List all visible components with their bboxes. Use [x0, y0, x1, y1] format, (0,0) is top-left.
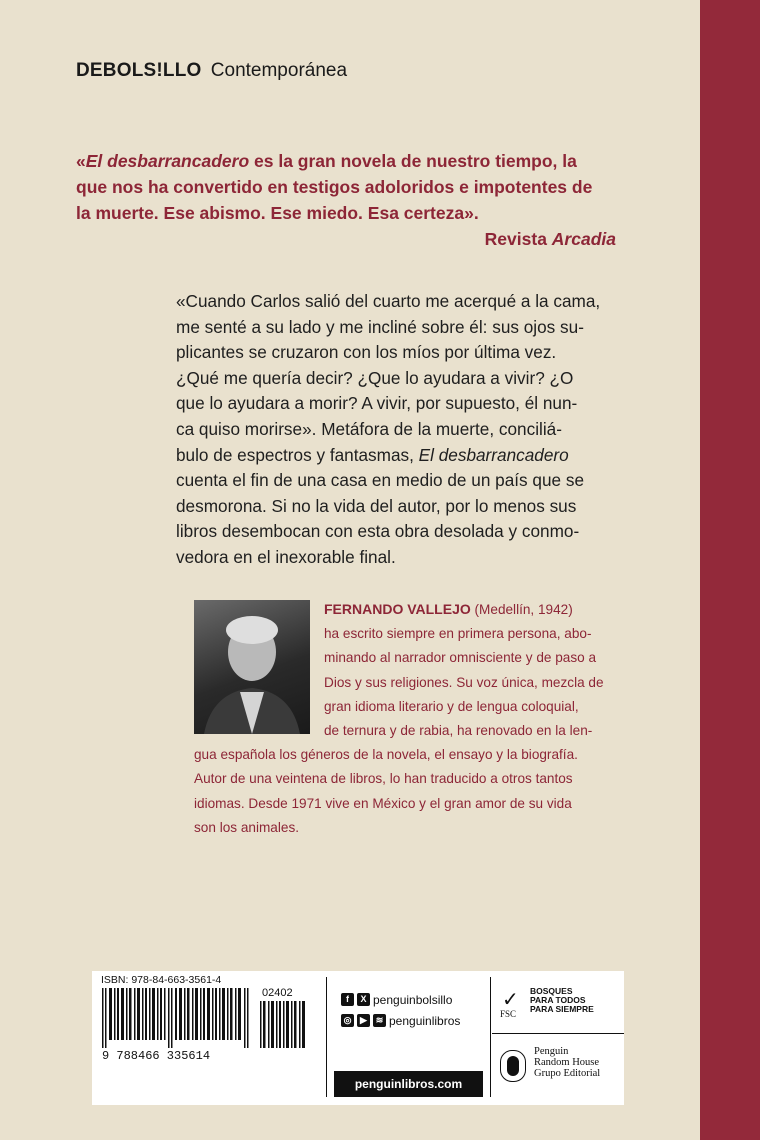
quote-open: « — [76, 151, 86, 171]
author-origin: (Medellín, 1942) — [470, 602, 573, 617]
publisher-brand — [76, 60, 347, 82]
youtube-icon[interactable]: ▶ — [357, 1014, 370, 1027]
spine-band — [700, 0, 760, 1140]
synopsis-line: plicantes se cruzaron con los míos por última vez. — [176, 342, 557, 363]
author-name: FERNANDO VALLEJO — [324, 601, 471, 617]
synopsis-line: ¿Qué me quería decir? ¿Que lo ayudara a vivir? ¿O — [176, 367, 574, 388]
instagram-icon[interactable]: ◎ — [341, 1014, 354, 1027]
quote-source — [485, 226, 616, 252]
synopsis-line: cuenta el fin de una casa en medio de un país que se — [176, 470, 585, 491]
prh-line: Random House — [534, 1057, 600, 1068]
social-links — [341, 989, 460, 1031]
author-bio-line — [194, 597, 618, 622]
fsc-label: FSC — [500, 1009, 517, 1019]
bosques-line: PARA TODOS — [530, 995, 586, 1005]
footer-hline — [492, 1033, 624, 1034]
x-icon[interactable]: X — [357, 993, 370, 1006]
author-bio-line: Autor de una veintena de libros, lo han traducido a otros tantos — [194, 771, 573, 787]
social-handle[interactable]: penguinbolsillo — [373, 992, 453, 1007]
footer-divider — [490, 977, 491, 1097]
quote-line — [76, 148, 616, 174]
synopsis-text: bulo de espectros y fantasmas, — [176, 444, 419, 465]
tree-icon: ✓ — [502, 989, 519, 1011]
quote-title: El desbarrancadero — [85, 151, 250, 171]
spotify-icon[interactable]: ≋ — [373, 1014, 386, 1027]
addon-barcode — [260, 1001, 308, 1048]
author-bio — [194, 597, 618, 840]
author-bio-line: minando al narrador omnisciente y de paso a — [324, 650, 597, 666]
footer-box — [92, 971, 624, 1105]
author-bio-line: Dios y sus religiones. Su voz única, mezcla de — [324, 674, 604, 690]
synopsis — [176, 289, 616, 571]
isbn-label: ISBN: 978-84-663-3561-4 — [101, 974, 222, 986]
synopsis-line: vedora en el inexorable final. — [176, 546, 396, 567]
quote-line: la muerte. Ese abismo. Ese miedo. Esa certeza». — [76, 203, 479, 223]
prh-line: Penguin — [534, 1046, 569, 1057]
barcode-digits: 9 788466 335614 — [102, 1049, 211, 1063]
author-bio-line: de ternura y de rabia, ha renovado en la len- — [324, 723, 593, 739]
author-bio-line: gua española los géneros de la novela, el ensayo y la biografía. — [194, 747, 578, 763]
price-code: 02402 — [262, 987, 293, 999]
prh-line: Grupo Editorial — [534, 1068, 601, 1079]
review-quote — [76, 148, 616, 249]
author-bio-line: idiomas. Desde 1971 vive en México y el gran amor de su vida — [194, 795, 572, 811]
footer-divider — [326, 977, 327, 1097]
quote-source-label: Revista — [484, 229, 552, 249]
website-link[interactable]: penguinlibros.com — [334, 1071, 483, 1097]
bosques-line: PARA SIEMPRE — [530, 1004, 594, 1014]
bosques-line: BOSQUES — [530, 986, 573, 996]
synopsis-line: me senté a su lado y me incliné sobre él: sus ojos su- — [176, 316, 584, 337]
prh-name — [534, 1046, 600, 1079]
facebook-icon[interactable]: f — [341, 993, 354, 1006]
synopsis-title: El desbarrancadero — [418, 444, 569, 465]
quote-text: es la gran novela de nuestro tiempo, la — [249, 151, 577, 171]
synopsis-line: desmorona. Si no la vida del autor, por lo menos sus — [176, 495, 577, 516]
collection-name: Contemporánea — [210, 60, 348, 81]
quote-source-title: Arcadia — [551, 229, 616, 249]
barcode — [102, 988, 252, 1048]
penguin-icon — [500, 1050, 526, 1082]
author-bio-line: gran idioma literario y de lengua coloquial, — [324, 698, 579, 714]
synopsis-line — [176, 443, 616, 469]
synopsis-line: libros desembocan con esta obra desolada y conmo- — [176, 521, 580, 542]
synopsis-line: que lo ayudara a morir? A vivir, por supuesto, él nun- — [176, 393, 578, 414]
author-bio-line: ha escrito siempre en primera persona, abo- — [324, 626, 592, 642]
social-row — [341, 1010, 460, 1031]
synopsis-line: «Cuando Carlos salió del cuarto me acerqué a la cama, — [176, 291, 601, 311]
bosques-label — [530, 987, 594, 1014]
synopsis-line: ca quiso morirse». Metáfora de la muerte, conciliá- — [176, 418, 562, 439]
quote-line: que nos ha convertido en testigos adoloridos e impotentes de — [76, 177, 593, 197]
social-handle[interactable]: penguinlibros — [389, 1013, 461, 1028]
author-bio-line: son los animales. — [194, 819, 300, 835]
publisher-logo: DEBOLS!LLO — [76, 60, 202, 81]
social-row — [341, 989, 460, 1010]
fsc-logo — [500, 985, 620, 1025]
